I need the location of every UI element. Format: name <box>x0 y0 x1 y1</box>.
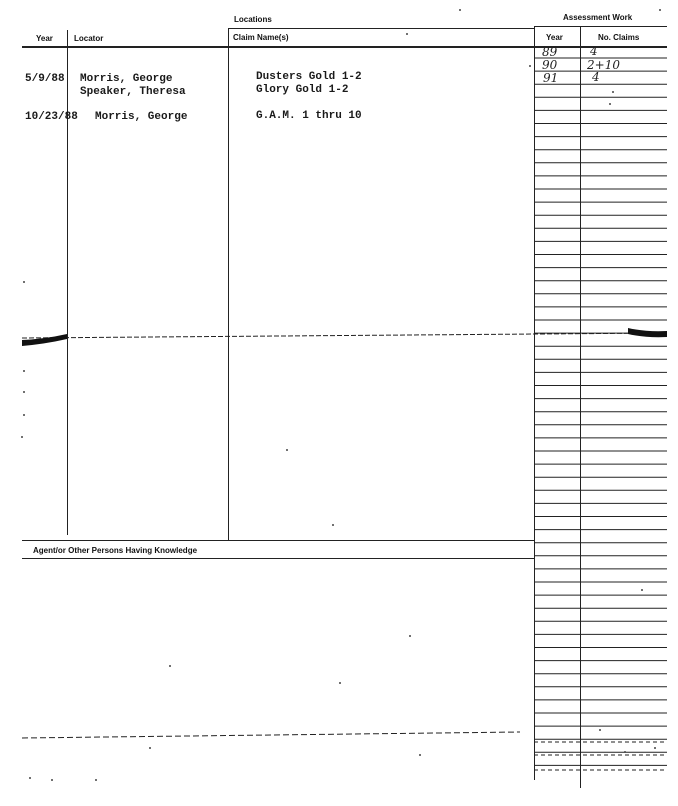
entry-2-locator: Speaker, Theresa <box>80 86 186 98</box>
scan-speck <box>459 9 461 11</box>
aw-no-claims-column-header: No. Claims <box>598 33 640 42</box>
scan-speck <box>332 524 334 526</box>
assessment-work-header: Assessment Work <box>563 13 633 22</box>
scan-speck <box>23 391 25 393</box>
agent-label: Agent/or Other Persons Having Knowledge <box>33 546 198 555</box>
aw-row-1-year: 89 <box>542 45 558 59</box>
scan-speck <box>95 779 97 781</box>
scan-speck <box>409 635 411 637</box>
scan-speck <box>599 729 601 731</box>
entry-3-locator: Morris, George <box>95 111 188 123</box>
fold-line <box>22 333 667 338</box>
scan-speck <box>609 103 611 105</box>
fold-mark-left <box>22 334 67 346</box>
scan-speck <box>654 747 656 749</box>
scan-speck <box>51 779 53 781</box>
scan-speck <box>419 754 421 756</box>
claim-names-column-header: Claim Name(s) <box>233 33 289 42</box>
aw-year-column-header: Year <box>546 33 563 42</box>
year-column-header: Year <box>36 34 53 43</box>
scan-speck <box>641 589 643 591</box>
aw-row-2-claims: 2+10 <box>587 58 620 72</box>
scan-speck <box>286 449 288 451</box>
scan-speck <box>659 9 661 11</box>
scan-speck <box>23 370 25 372</box>
entry-1-claim: Dusters Gold 1-2 <box>256 71 362 83</box>
aw-row-1-claims: 4 <box>590 44 598 58</box>
aw-row-2-year: 90 <box>542 58 558 72</box>
scan-speck <box>23 414 25 416</box>
entry-1-locator: Morris, George <box>80 73 173 85</box>
agent-dashed-line <box>22 732 520 738</box>
scan-speck <box>29 777 31 779</box>
scan-speck <box>612 91 614 93</box>
entry-3-year: 10/23/88 <box>25 111 78 123</box>
scan-speck <box>169 665 171 667</box>
scan-speck <box>624 751 626 753</box>
fold-mark-right <box>628 328 667 337</box>
scan-speck <box>21 436 23 438</box>
entry-1-year: 5/9/88 <box>25 73 65 85</box>
scan-speck <box>149 747 151 749</box>
scan-speck <box>529 65 531 67</box>
scan-speck <box>406 33 408 35</box>
aw-row-3-claims: 4 <box>592 70 600 84</box>
aw-row-3-year: 91 <box>543 71 559 85</box>
scan-speck <box>23 281 25 283</box>
locations-header: Locations <box>234 15 272 24</box>
entry-3-claim: G.A.M. 1 thru 10 <box>256 110 362 122</box>
locator-column-header: Locator <box>74 34 104 43</box>
entry-2-claim: Glory Gold 1-2 <box>256 84 349 96</box>
scan-speck <box>339 682 341 684</box>
